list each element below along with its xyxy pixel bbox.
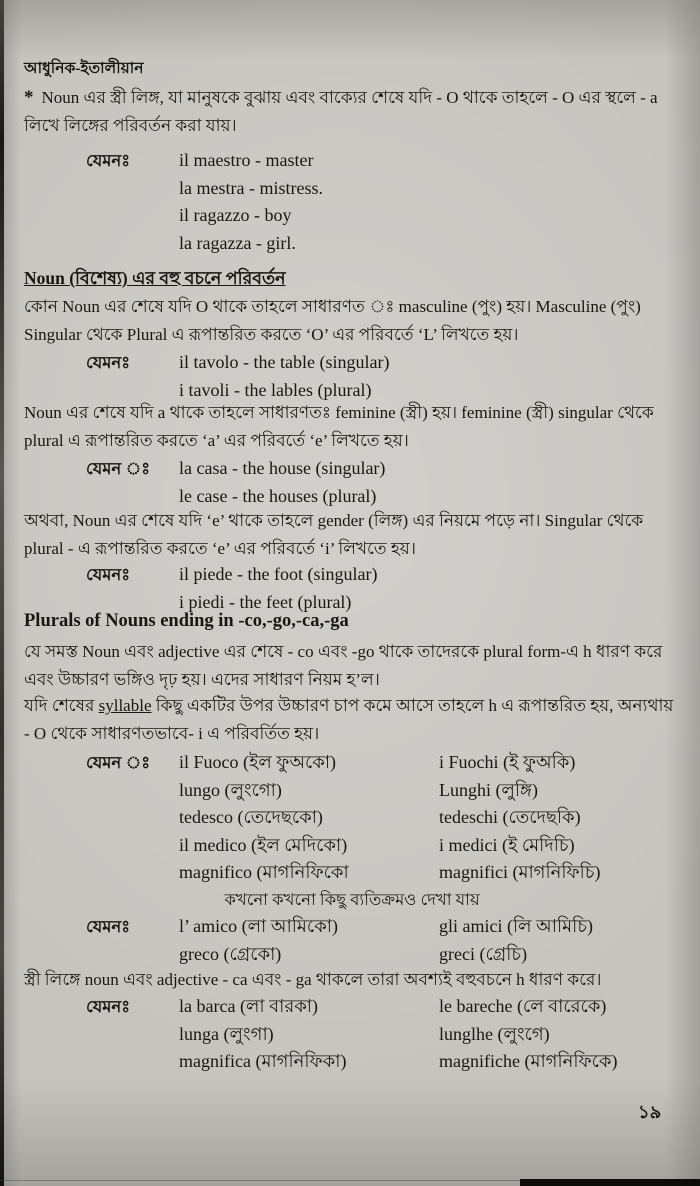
pair-row [86, 859, 680, 887]
pair-left: il medico (ইল মেদিকো) [179, 834, 348, 855]
cogo-paragraph-1: যে সমস্ত Noun এবং adjective এর শেষে - co এবং -go থাকে তাদেরকে plural form-এ h ধারণ করে এবং উচ্চারণ ভঙ্গিও দৃঢ় হয়। এদের সাধারণ নিয়ম হ’ল। [24, 642, 663, 689]
example-row [86, 349, 680, 377]
example-row [86, 147, 680, 175]
pair-row [86, 832, 680, 860]
scan-left-edge [0, 0, 4, 1186]
example-line: la casa - the house (singular) [179, 458, 386, 478]
intro-paragraph [24, 84, 680, 139]
label-spacer [86, 941, 179, 969]
example-label: যেমনঃ [86, 565, 131, 584]
example-line: i piedi - the feet (plural) [179, 591, 352, 612]
running-header: আধুনিক-ইতালীয়ান [24, 60, 144, 77]
scan-bottom-line [0, 1180, 525, 1181]
example-label: যেমনঃ [86, 917, 131, 936]
rule-e-examples [24, 561, 680, 616]
section-heading: Noun (বিশেষ্য) এর বহু বচনে পরিবর্তন [24, 268, 286, 288]
label-spacer [86, 1048, 179, 1076]
example-label: যেমনঃ [86, 997, 131, 1016]
pair-left: il Fuoco (ইল ফুঅকো) [179, 752, 337, 772]
intro-text: Noun এর স্ত্রী লিঙ্গ, যা মানুষকে বুঝায় এবং বাক্যের শেষে যদি - O থাকে তাহলে - O এর স্থলে - a লিখে লিঙ্গের পরিবর্তন করা যায়। [24, 88, 658, 135]
cogo-example-pairs [24, 749, 680, 887]
example-line: il tavolo - the table (singular) [179, 352, 390, 372]
example-line: la ragazza - girl. [179, 232, 296, 253]
example-line: il maestro - master [179, 150, 314, 170]
example-row [86, 230, 680, 258]
example-label: যেমন ঃ [86, 459, 151, 478]
pair-right: i medici (ই মেদিচি) [439, 834, 575, 855]
label-spacer [86, 777, 179, 805]
bullet-asterisk: * [24, 87, 34, 108]
pair-row [86, 993, 680, 1021]
pair-left: la barca (লা বারকা) [179, 996, 319, 1016]
example-row [86, 175, 680, 203]
exception-note: কখনো কখনো কিছু ব্যতিক্রমও দেখা যায় [224, 890, 480, 909]
pair-left: tedesco (তেদেছকো) [179, 807, 323, 827]
exception-pairs [24, 913, 680, 968]
pair-right: Lunghi (লুঙ্গি) [439, 779, 538, 800]
pair-row [86, 749, 680, 777]
example-label: যেমন ঃ [86, 753, 151, 772]
pair-row [86, 804, 680, 832]
example-line: il piede - the foot (singular) [179, 564, 378, 584]
page-number: ১৯ [638, 1102, 662, 1122]
label-spacer [86, 859, 179, 887]
label-spacer [86, 1021, 179, 1049]
example-row [86, 483, 680, 511]
pair-right: greci (গ্রেচি) [439, 943, 528, 964]
cogo-paragraph-2-pre: যদি শেষের [24, 696, 99, 715]
pair-row [86, 1021, 680, 1049]
pair-right: i Fuochi (ই ফুঅকি) [439, 752, 576, 772]
example-row [86, 561, 680, 589]
label-spacer [86, 483, 179, 511]
cogo-paragraph-2 [24, 692, 680, 747]
rule-a-paragraph: Noun এর শেষে যদি a থাকে তাহলে সাধারণতঃ feminine (স্ত্রী) হয়। feminine (স্ত্রী) singular থেকে plural এ রূপান্তরিত করতে ‘a’ এর পরিবর্তে ‘e’ লিখতে হয়। [24, 403, 654, 450]
pair-row [86, 941, 680, 969]
rule-o-examples [24, 349, 680, 404]
pair-left: l’ amico (লা আমিকো) [179, 916, 338, 936]
example-line: le case - the houses (plural) [179, 485, 377, 506]
example-line: i tavoli - the lables (plural) [179, 379, 372, 400]
pair-left: magnifica (মাগনিফিকা) [179, 1051, 347, 1071]
label-spacer [86, 202, 179, 230]
pair-right: lunglhe (লুংগে) [439, 1023, 550, 1044]
pair-right: magnifici (মাগনিফিচি) [439, 862, 601, 882]
pair-right: magnifiche (মাগনিফিকে) [439, 1051, 618, 1071]
feminine-pairs [24, 993, 680, 1076]
pair-row [86, 1048, 680, 1076]
pair-right: gli amici (লি আমিচি) [439, 916, 594, 936]
pair-right: le bareche (লে বারেকে) [439, 996, 607, 1016]
intro-example-list [24, 147, 680, 257]
example-row [86, 202, 680, 230]
pair-left: lunga (লুংগা) [179, 1023, 274, 1044]
example-row [86, 455, 680, 483]
label-spacer [86, 230, 179, 258]
example-line: il ragazzo - boy [179, 205, 292, 225]
label-spacer [86, 832, 179, 860]
cogo-heading: Plurals of Nouns ending in -co,-go,-ca,-ga [24, 611, 349, 631]
label-spacer [86, 804, 179, 832]
pair-row [86, 913, 680, 941]
example-label: যেমনঃ [86, 151, 131, 170]
scan-bottom-bar [520, 1179, 700, 1186]
pair-left: magnifico (মাগনিফিকো [179, 862, 349, 882]
rule-o-paragraph: কোন Noun এর শেষে যদি O থাকে তাহলে সাধারণত ঃ masculine (পুং) হয়। Masculine (পুং) Singular থেকে Plural এ রূপান্তরিত করতে ‘O’ এর পরিবর্তে ‘L’ লিখতে হয়। [24, 297, 641, 344]
pair-right: tedeschi (তেদেছকি) [439, 807, 581, 827]
example-label: যেমনঃ [86, 353, 131, 372]
pair-row [86, 777, 680, 805]
label-spacer [86, 175, 179, 203]
pair-left: lungo (লুংগো) [179, 779, 282, 800]
feminine-rule-paragraph: স্ত্রী লিঙ্গে noun এবং adjective - ca এবং - ga থাকলে তারা অবশ্যই বহুবচনে h ধারণ করে। [24, 970, 602, 989]
rule-e-paragraph: অথবা, Noun এর শেষে যদি ‘e’ থাকে তাহলে gender (লিঙ্গ) এর নিয়মে পড়ে না। Singular থেকে plural - এ রূপান্তরিত করতে ‘e’ এর পরিবর্তে ‘i’ লিখতে হয়। [24, 511, 644, 558]
example-line: la mestra - mistress. [179, 177, 323, 198]
pair-left: greco (গ্রেকো) [179, 943, 282, 964]
rule-a-examples [24, 455, 680, 510]
underlined-word-syllable: syllable [98, 696, 152, 715]
cogo-paragraph-2-post: কিছু একটির উপর উচ্চারণ চাপ কমে আসে তাহলে h এ রূপান্তরিত হয়, অন্যথায় - O থেকে সাধারণতভাবে- i এ পরিবর্তিত হয়। [24, 696, 674, 743]
